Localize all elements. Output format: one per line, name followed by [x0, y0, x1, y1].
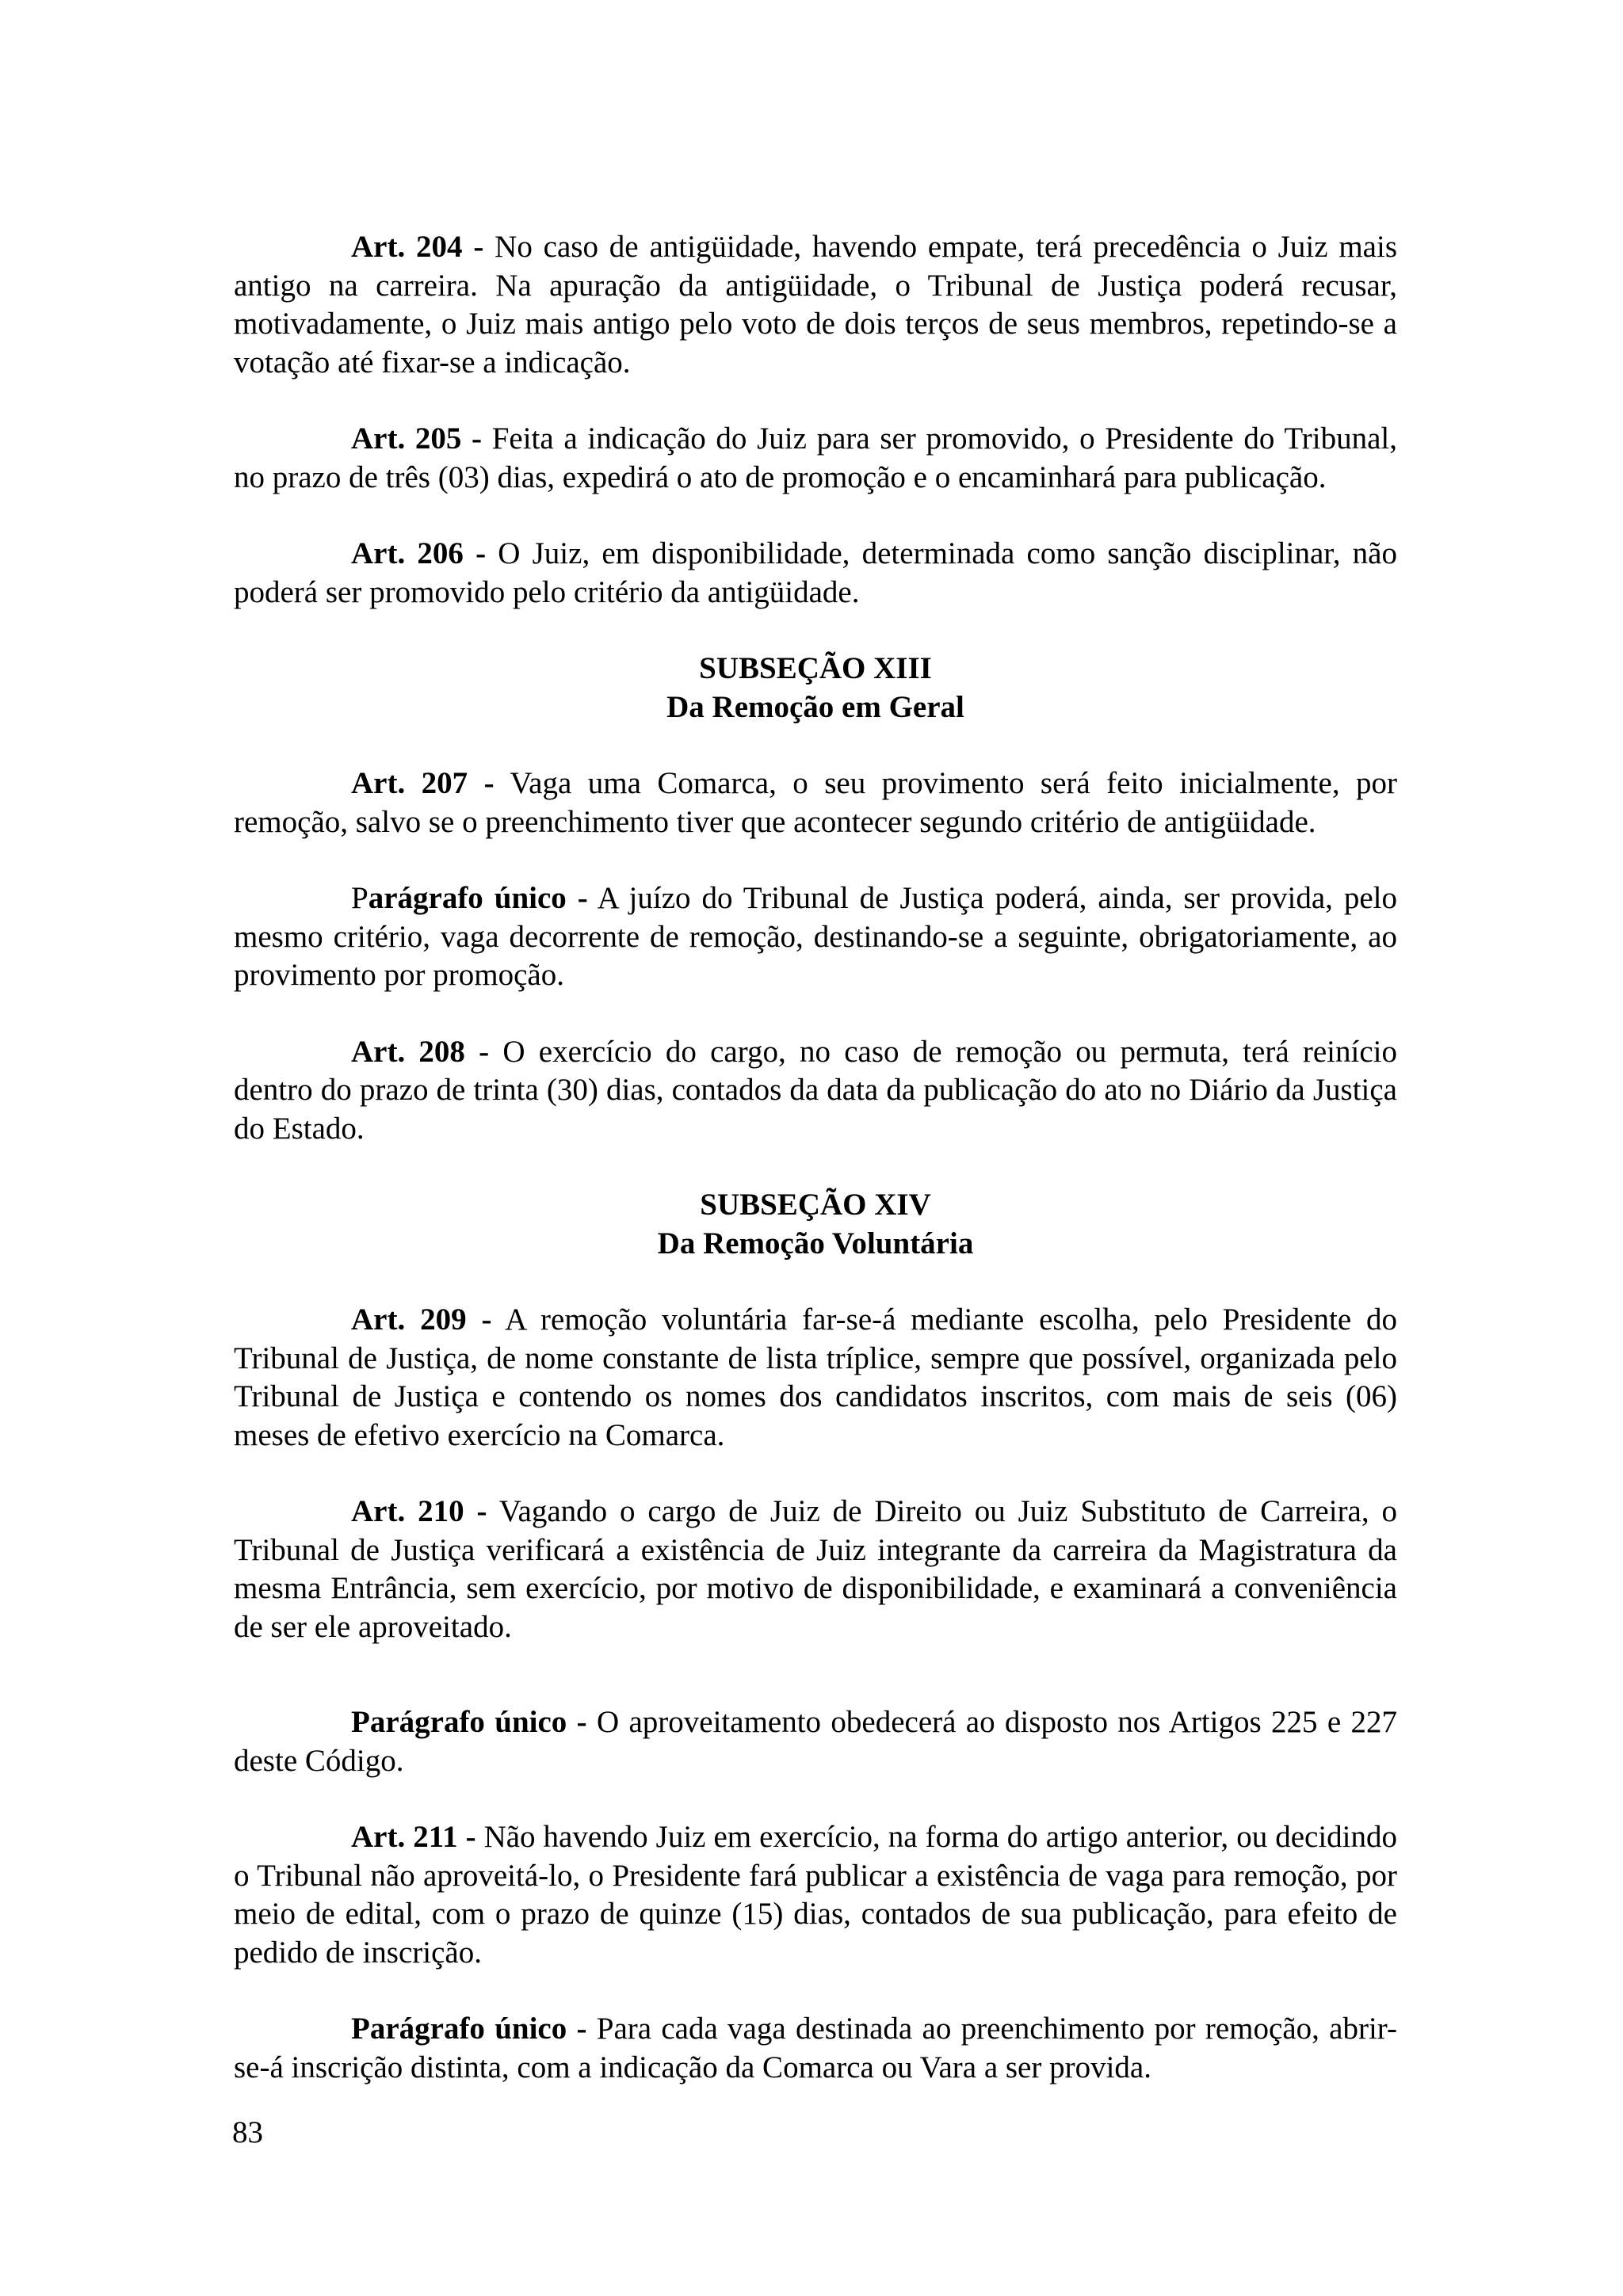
article-text: Para cada vaga destinada ao preenchimento por remoção, abrir-se-á inscrição distinta, com a indicação da Comarca ou Vara a ser provida.	[234, 2012, 1397, 2084]
article-text: Vagando o cargo de Juiz de Direito ou Juiz Substituto de Carreira, o Tribunal de Justiça verificará a existência de Juiz integrante da carreira da Magistratura da mesma Entrância, sem exercício, por motivo de disponibilidade, e examinará a conveniência de ser ele aproveitado.	[234, 1494, 1398, 1644]
article-lead: Art. 206 -	[351, 536, 487, 570]
article-211	[234, 1818, 1397, 1972]
article-lead: Art. 208 -	[351, 1034, 490, 1069]
article-lead: Parágrafo único -	[351, 1705, 587, 1739]
article-209	[234, 1301, 1397, 1455]
article-208	[234, 1033, 1397, 1149]
subsection-title: Da Remoção Voluntária	[657, 1226, 974, 1261]
article-210-paragrafo-unico	[234, 1703, 1397, 1780]
page-number: 83	[232, 2115, 263, 2149]
article-206	[234, 535, 1397, 612]
article-lead: Art. 210 -	[351, 1494, 487, 1528]
document-page	[234, 228, 1397, 2125]
article-lead-initial: P	[351, 881, 369, 915]
article-text: Não havendo Juiz em exercício, na forma do artigo anterior, ou decidindo o Tribunal não aproveitá-lo, o Presidente fará publicar a existência de vaga para remoção, por meio de edital, com o prazo de quinze (15) dias, contados de sua publicação, para efeito de pedido de inscrição.	[234, 1820, 1397, 1970]
subsection-number: SUBSEÇÃO XIII	[699, 651, 932, 685]
article-text: Feita a indicação do Juiz para ser promovido, o Presidente do Tribunal, no prazo de três (03) dias, expedirá o ato de promoção e o encaminhará para publicação.	[234, 421, 1398, 494]
article-207-paragrafo-unico	[234, 879, 1397, 995]
article-211-paragrafo-unico	[234, 2010, 1397, 2087]
article-text: O Juiz, em disponibilidade, determinada como sanção disciplinar, não poderá ser promovido pelo critério da antigüidade.	[234, 536, 1397, 609]
article-text: A remoção voluntária far-se-á mediante escolha, pelo Presidente do Tribunal de Justiça, de nome constante de lista tríplice, sempre que possível, organizada pelo Tribunal de Justiça e contendo os nomes dos candidatos inscritos, com mais de seis (06) meses de efetivo exercício na Comarca.	[234, 1302, 1398, 1452]
article-text: O aproveitamento obedecerá ao disposto nos Artigos 225 e 227 deste Código.	[234, 1705, 1397, 1778]
article-lead: Art. 211 -	[351, 1820, 476, 1854]
article-207	[234, 765, 1397, 841]
subsection-title: Da Remoção em Geral	[666, 689, 964, 724]
section-heading-xiii	[234, 650, 1397, 727]
article-205	[234, 420, 1397, 497]
article-text: A juízo do Tribunal de Justiça poderá, ainda, ser provida, pelo mesmo critério, vaga decorrente de remoção, destinando-se a seguinte, obrigatoriamente, ao provimento por promoção.	[234, 881, 1397, 992]
article-lead: Art. 207 -	[351, 766, 495, 800]
section-heading-xiv	[234, 1186, 1397, 1263]
article-text: Vaga uma Comarca, o seu provimento será feito inicialmente, por remoção, salvo se o preenchimento tiver que acontecer segundo critério de antigüidade.	[234, 766, 1397, 839]
subsection-number: SUBSEÇÃO XIV	[700, 1188, 931, 1222]
article-lead: Art. 204 -	[351, 230, 484, 264]
article-lead: Art. 205 -	[351, 421, 483, 456]
article-lead: arágrafo único -	[368, 881, 588, 915]
article-204	[234, 228, 1397, 382]
article-210	[234, 1493, 1397, 1646]
article-text: No caso de antigüidade, havendo empate, terá precedência o Juiz mais antigo na carreira. Na apuração da antigüidade, o Tribunal de Justiça poderá recusar, motivadamente, o Juiz mais antigo pelo voto de dois terços de seus membros, repetindo-se a votação até fixar-se a indicação.	[234, 230, 1397, 379]
article-lead: Parágrafo único -	[351, 2012, 587, 2046]
article-text: O exercício do cargo, no caso de remoção ou permuta, terá reinício dentro do prazo de trinta (30) dias, contados da data da publicação do ato no Diário da Justiça do Estado.	[234, 1034, 1397, 1146]
article-lead: Art. 209 -	[351, 1302, 492, 1337]
